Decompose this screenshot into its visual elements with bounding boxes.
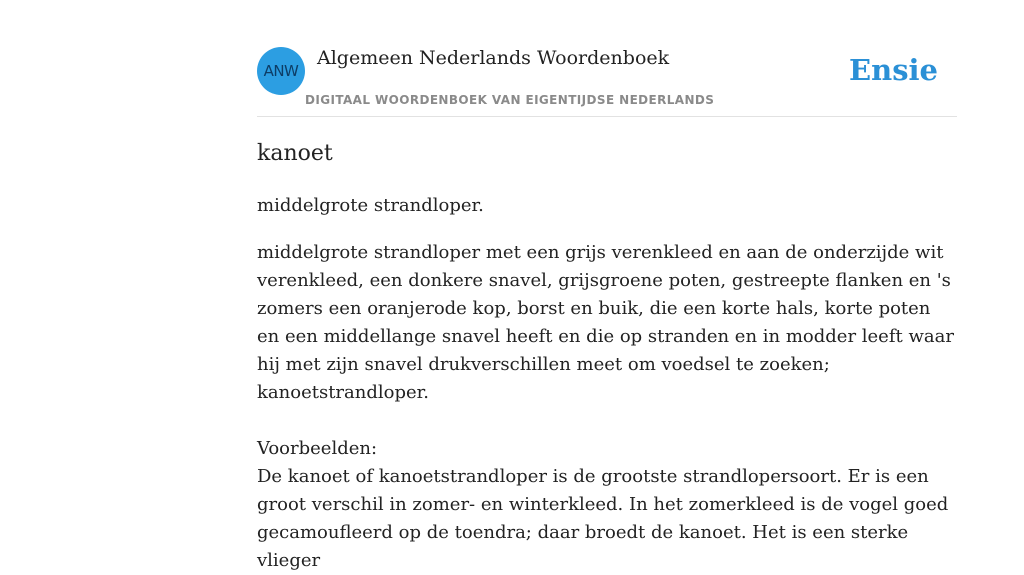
long-definition: middelgrote strandloper met een grijs verenkleed en aan de onderzijde wit verenkleed, een donkere snavel, grijsgroene poten, gestreepte flanken en 's zomers een oranjerode kop, borst en buik, die een korte hals, korte poten en een middellange snavel heeft en die op stranden en in modder leeft waar hij met zijn snavel drukverschillen meet om voedsel te zoeken; kanoetstrandloper. — [257, 242, 954, 403]
site-header — [257, 46, 957, 117]
site-title[interactable]: Algemeen Nederlands Woordenboek — [317, 47, 670, 69]
site-subtitle: DIGITAAL WOORDENBOEK VAN EIGENTIJDSE NEDERLANDS — [305, 93, 715, 107]
entry-headword: kanoet — [257, 141, 333, 166]
examples-label: Voorbeelden: — [257, 438, 378, 459]
anw-logo[interactable]: ANW — [257, 47, 305, 95]
ensie-brand-link[interactable]: Ensie — [849, 53, 938, 87]
entry-content — [257, 140, 957, 575]
short-definition: middelgrote strandloper. — [257, 195, 484, 216]
example-text: De kanoet of kanoetstrandloper is de grootste strandlopersoort. Er is een groot verschil in zomer- en winterkleed. In het zomerkleed is de vogel goed gecamoufleerd op de toendra; daar broedt de kanoet. Het is een sterke vlieger — [257, 466, 949, 571]
